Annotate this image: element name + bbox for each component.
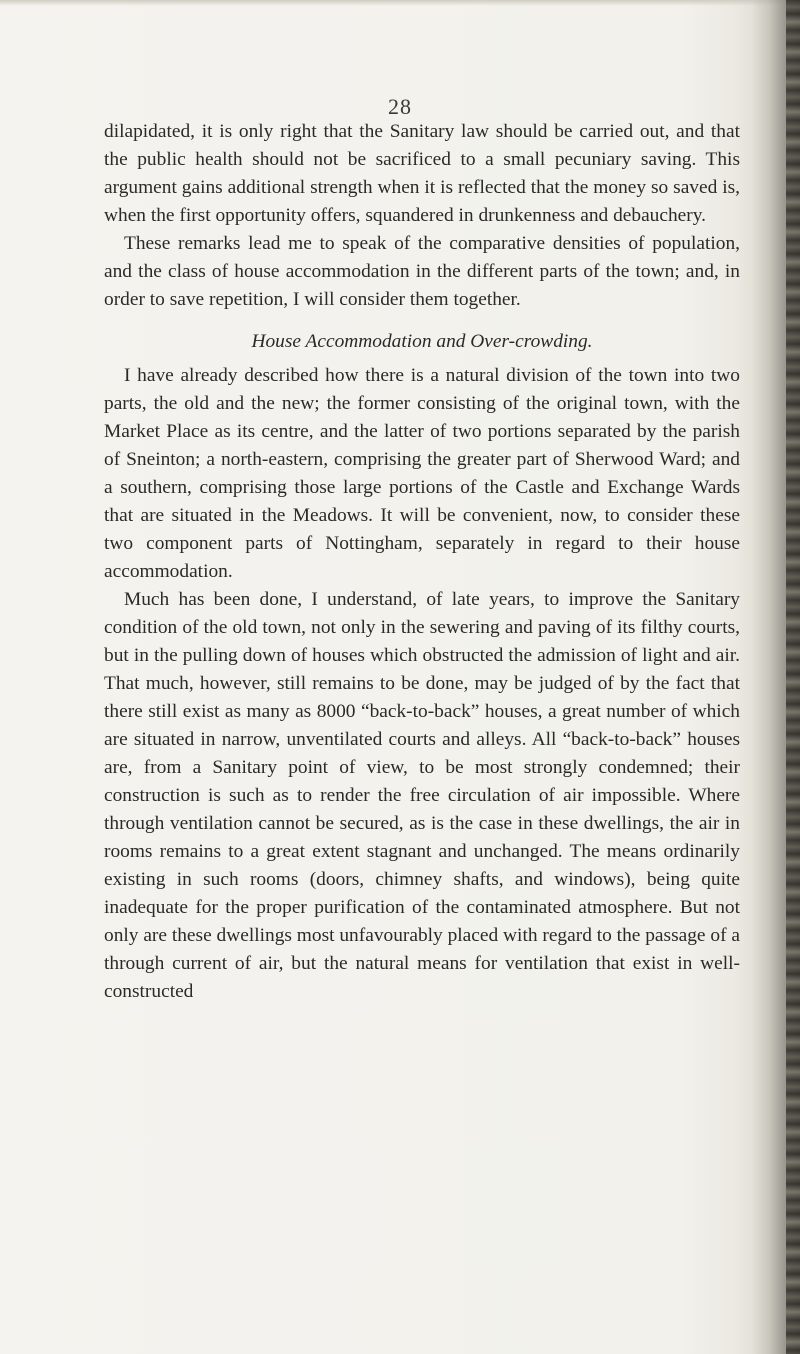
body-text [104,118,740,1006]
paragraph: I have already described how there is a natural division of the town into two parts, the old and the new; the former consisting of the original town, with the Market Place as its centre, and the latter of two portions separated by the parish of Sneinton; a north-eastern, comprising the greater part of Sherwood Ward; and a southern, comprising those large portions of the Castle and Exchange Wards that are situated in the Meadows. It will be convenient, now, to consider these two component parts of Nottingham, separately in regard to their house accommodation. [104,365,740,582]
page-number: 28 [388,94,412,119]
paragraph: These remarks lead me to speak of the comparative densities of population, and the class of house accommodation in the different parts of the town; and, in order to save repetition, I will consider them together. [104,233,740,310]
paragraph-continued: dilapidated, it is only right that the Sanitary law should be carried out, and that the public health should not be sacrificed to a small pecuniary saving. This argument gains additional strength when it is reflected that the money so saved is, when the first opportunity offers, squandered in drunkenness and debauchery. [104,121,740,226]
page-top-edge [0,0,800,6]
paragraph: Much has been done, I understand, of late years, to improve the Sanitary condition of the old town, not only in the sewering and paving of its filthy courts, but in the pulling down of houses which obstructed the admission of light and air. That much, however, still remains to be done, may be judged of by the fact that there still exist as many as 8000 “back-to-back” houses, a great number of which are situated in narrow, unventilated courts and alleys. All “back-to-back” houses are, from a Sanitary point of view, to be most strongly condemned; their construction is such as to render the free circulation of air impossible. Where through ventilation cannot be secured, as is the case in these dwellings, the air in rooms remains to a great extent stagnant and unchanged. The means ordinarily existing in such rooms (doors, chimney shafts, and windows), being quite inadequate for the proper purification of the contaminated atmosphere. But not only are these dwellings most unfavourably placed with regard to the passage of a through current of air, but the natural means for ventilation that exist in well-constructed [104,589,740,1002]
section-heading: House Accommodation and Over-crowding. [251,331,593,352]
book-spine-edge [786,0,800,1354]
